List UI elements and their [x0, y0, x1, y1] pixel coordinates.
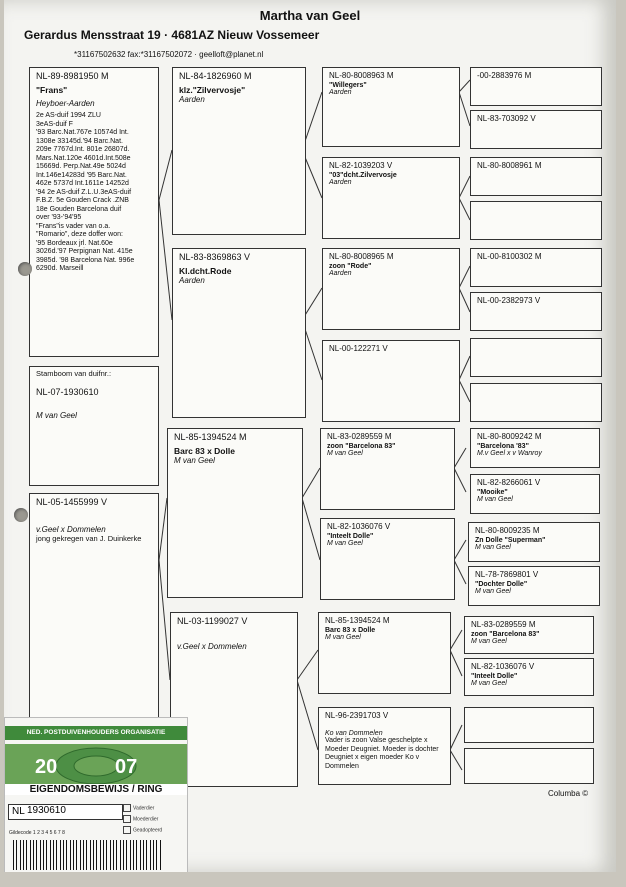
pigeon-name: Kl.dcht.Rode — [179, 266, 232, 276]
pigeon-origin: M van Geel — [471, 638, 507, 645]
ring-number: NL-85-1394524 M — [174, 432, 247, 442]
pigeon-origin: M van Geel — [327, 540, 363, 547]
ancestor-box — [468, 522, 600, 562]
ring-number: NL-80-8009235 M — [475, 526, 540, 535]
ancestor-box — [470, 110, 602, 149]
note-line: over '93-'94'95 — [36, 214, 82, 221]
card-banner: NED. POSTDUIVENHOUDERS ORGANISATIE — [5, 726, 187, 740]
note-line: 2e AS-duif 1994 ZLU — [36, 112, 101, 119]
ring-number: NL-82-8266061 V — [477, 478, 541, 487]
note-line: "Frans"is vader van o.a. — [36, 222, 111, 230]
pigeon-name: "Willegers" — [329, 82, 367, 89]
ancestor-box — [470, 157, 602, 196]
ring-number: NL-00-8100302 M — [477, 252, 542, 261]
ancestor-box — [464, 707, 594, 743]
ancestor-box — [470, 67, 602, 106]
pigeon-origin: M van Geel — [174, 456, 215, 465]
ring-number: NL-83-0289559 M — [327, 432, 392, 441]
pigeon-origin: Ko van Dommelen — [325, 730, 383, 737]
barcode-icon — [13, 840, 163, 870]
ring-number: NL-82-1036076 V — [471, 662, 535, 671]
ancestor-box — [470, 338, 602, 377]
grandparent-box — [170, 612, 298, 787]
note-line: '95 Bordeaux jrl. Nat.60e — [36, 239, 113, 247]
ring-number: NL-85-1394524 M — [325, 616, 390, 625]
grandparent-box — [172, 248, 306, 418]
dam-note: jong gekregen van J. Duinkerke — [36, 534, 142, 543]
dam-name: v.Geel x Dommelen — [36, 525, 106, 534]
note-line: '93 Barc.Nat.767e 10574d Int. — [36, 129, 129, 136]
ancestor-box — [470, 428, 600, 468]
note-line: 3eAS-duif F — [36, 120, 73, 128]
pigeon-origin: Aarden — [329, 179, 352, 186]
ancestor-box — [470, 248, 602, 287]
pigeon-origin: M van Geel — [475, 544, 511, 551]
pigeon-origin: Aarden — [329, 89, 352, 96]
pigeon-name: "Frans" — [36, 85, 68, 95]
great-grandparent-box — [322, 67, 460, 147]
pigeon-origin: Heyboer-Aarden — [36, 99, 95, 108]
checkbox-icon — [123, 804, 131, 812]
pedigree-sheet — [4, 0, 616, 872]
stamboom-owner: M van Geel — [36, 410, 77, 420]
card-year-left: 20 — [35, 756, 58, 778]
pigeon-name: "Mooike" — [477, 489, 508, 496]
pigeon-origin: Aarden — [179, 95, 205, 104]
pigeon-performance-notes — [36, 112, 152, 274]
card-country: NL — [8, 804, 123, 820]
ring-number: -00-2883976 M — [477, 71, 532, 80]
great-grandparent-box — [322, 157, 460, 239]
pigeon-name: Zn Dolle "Superman" — [475, 537, 546, 544]
check-label: Geadopteerd — [133, 827, 163, 834]
note-line: Int.146e14283d '95 Barc.Nat. — [36, 171, 127, 179]
ownership-card — [4, 717, 188, 872]
note-line: 209e 7767d.Int. 801e 26807d. — [36, 146, 130, 153]
checkbox-icon — [123, 826, 131, 834]
ring-number: NL-84-1826960 M — [179, 71, 252, 81]
pigeon-name: "Inteelt Dolle" — [471, 673, 518, 680]
owner-address: Gerardus Mensstraat 19 · 4681AZ Nieuw Vossemeer — [24, 28, 320, 42]
stamboom-ring: NL-07-1930610 — [36, 386, 99, 397]
pigeon-note: Vader is zoon Valse geschelpte x Moeder Deugniet. Moeder is dochter Deugniet x eigen moeder Ko v Dommelen — [325, 737, 439, 770]
dam-box — [29, 493, 159, 723]
note-line: 3026d.'97 Perpignan Nat. 415e — [36, 248, 133, 255]
dam-ring: NL-05-1455999 V — [36, 497, 108, 507]
pigeon-name: zoon "Barcelona 83" — [327, 443, 396, 450]
card-check-father — [123, 804, 173, 812]
pigeon-name: klz."Zilvervosje" — [179, 85, 246, 95]
ancestor-box — [464, 616, 594, 654]
pigeon-origin: M van Geel — [325, 634, 361, 641]
ring-number: NL-80-8008961 M — [477, 161, 542, 170]
card-ring-number: 1930610 — [27, 805, 66, 816]
ancestor-box — [464, 748, 594, 784]
ring-number: NL-80-8008963 M — [329, 71, 394, 80]
pigeon-origin: M van Geel — [471, 680, 507, 687]
great-grandparent-box — [318, 612, 451, 694]
pigeon-origin: M van Geel — [327, 450, 363, 457]
check-label: Vaderdier — [133, 805, 155, 812]
note-line: Mars.Nat.120e 4601d.Int.508e — [36, 154, 131, 162]
ring-number: NL-83-8369863 V — [179, 252, 251, 262]
note-line: '94 2e AS-duif Z.L.U.3eAS-duif — [36, 188, 132, 196]
pigeon-ring: NL-89-8981950 M — [36, 71, 109, 81]
ring-number: NL-80-8008965 M — [329, 252, 394, 261]
ring-number: NL-00-2382973 V — [477, 296, 541, 305]
pigeon-name: Barc 83 x Dolle — [174, 446, 235, 456]
grandparent-box — [167, 428, 303, 598]
pigeon-origin: M van Geel — [477, 496, 513, 503]
note-line: 15669d. Perp.Nat.49e 5024d — [36, 163, 126, 170]
great-grandparent-box — [318, 707, 451, 785]
ring-number: NL-83-703092 V — [477, 114, 536, 123]
pigeon-name: Barc 83 x Dolle — [325, 627, 376, 634]
stamboom-label: Stamboom van duifnr.: — [36, 369, 112, 378]
ring-number: NL-80-8009242 M — [477, 432, 542, 441]
note-line: 3985d. '98 Barcelona Nat. 996e — [36, 256, 135, 264]
ancestor-box — [468, 566, 600, 606]
great-grandparent-box — [322, 340, 460, 422]
ring-number: NL-03-1199027 V — [177, 616, 248, 626]
grandparent-box — [172, 67, 306, 235]
note-line: 6290d. Marseill — [36, 265, 84, 272]
pigeon-origin: v.Geel x Dommelen — [177, 642, 247, 651]
ring-number: NL-83-0289559 M — [471, 620, 536, 629]
ring-number: NL-82-1036076 V — [327, 522, 391, 531]
pigeon-name: "03"dcht.Zilvervosje — [329, 172, 397, 179]
note-line: 462e 5737d Int.1611e 14252d — [36, 180, 129, 187]
note-line: 1308e 33145d.'94 Barc.Nat. — [36, 137, 123, 145]
owner-contact: *31167502632 fax:*31167502072 · geelloft@planet.nl — [74, 50, 264, 59]
ancestor-box — [464, 658, 594, 696]
note-line: F.B.Z. 5e Gouden Crack .ZNB — [36, 197, 129, 204]
ancestor-box — [470, 292, 602, 331]
punch-hole — [18, 262, 32, 276]
ring-number: NL-96-2391703 V — [325, 711, 389, 720]
owner-name: Martha van Geel — [259, 8, 361, 23]
publisher-mark: Columba © — [548, 789, 589, 798]
pigeon-name: "Barcelona '83" — [477, 443, 529, 450]
card-check-adopted — [123, 826, 173, 834]
ring-number: NL-78-7869801 V — [475, 570, 539, 579]
card-year-right: 07 — [115, 756, 138, 778]
note-line: 18e Gouden Barcelona duif — [36, 205, 122, 213]
pigeon-origin: Aarden — [179, 276, 205, 285]
pigeon-name: zoon "Rode" — [329, 263, 372, 270]
pigeon-name: "Inteelt Dolle" — [327, 533, 374, 540]
great-grandparent-box — [320, 518, 455, 600]
pigeon-name: zoon "Barcelona 83" — [471, 631, 540, 638]
card-check-mother — [123, 815, 173, 823]
stamboom-box — [29, 366, 159, 486]
pigeon-origin: M.v Geel x v Wanroy — [477, 450, 542, 457]
pigeon-origin: Aarden — [329, 270, 352, 277]
great-grandparent-box — [320, 428, 455, 510]
punch-hole — [14, 508, 28, 522]
ancestor-box — [470, 383, 602, 422]
card-code: Gildecode 1 2 3 4 5 6 7 8 — [9, 830, 65, 836]
note-line: "Romario", deze doffer won: — [36, 231, 123, 238]
ancestor-box — [470, 201, 602, 240]
check-label: Moederdier — [133, 816, 159, 823]
pigeon-name: "Dochter Dolle" — [475, 581, 528, 588]
card-title: EIGENDOMSBEWIJS / RING — [5, 784, 187, 795]
pigeon-main — [29, 67, 159, 357]
pigeon-origin: M van Geel — [475, 588, 511, 595]
checkbox-icon — [123, 815, 131, 823]
great-grandparent-box — [322, 248, 460, 330]
ring-number: NL-82-1039203 V — [329, 161, 393, 170]
ancestor-box — [470, 474, 600, 514]
ring-number: NL-00-122271 V — [329, 344, 388, 353]
